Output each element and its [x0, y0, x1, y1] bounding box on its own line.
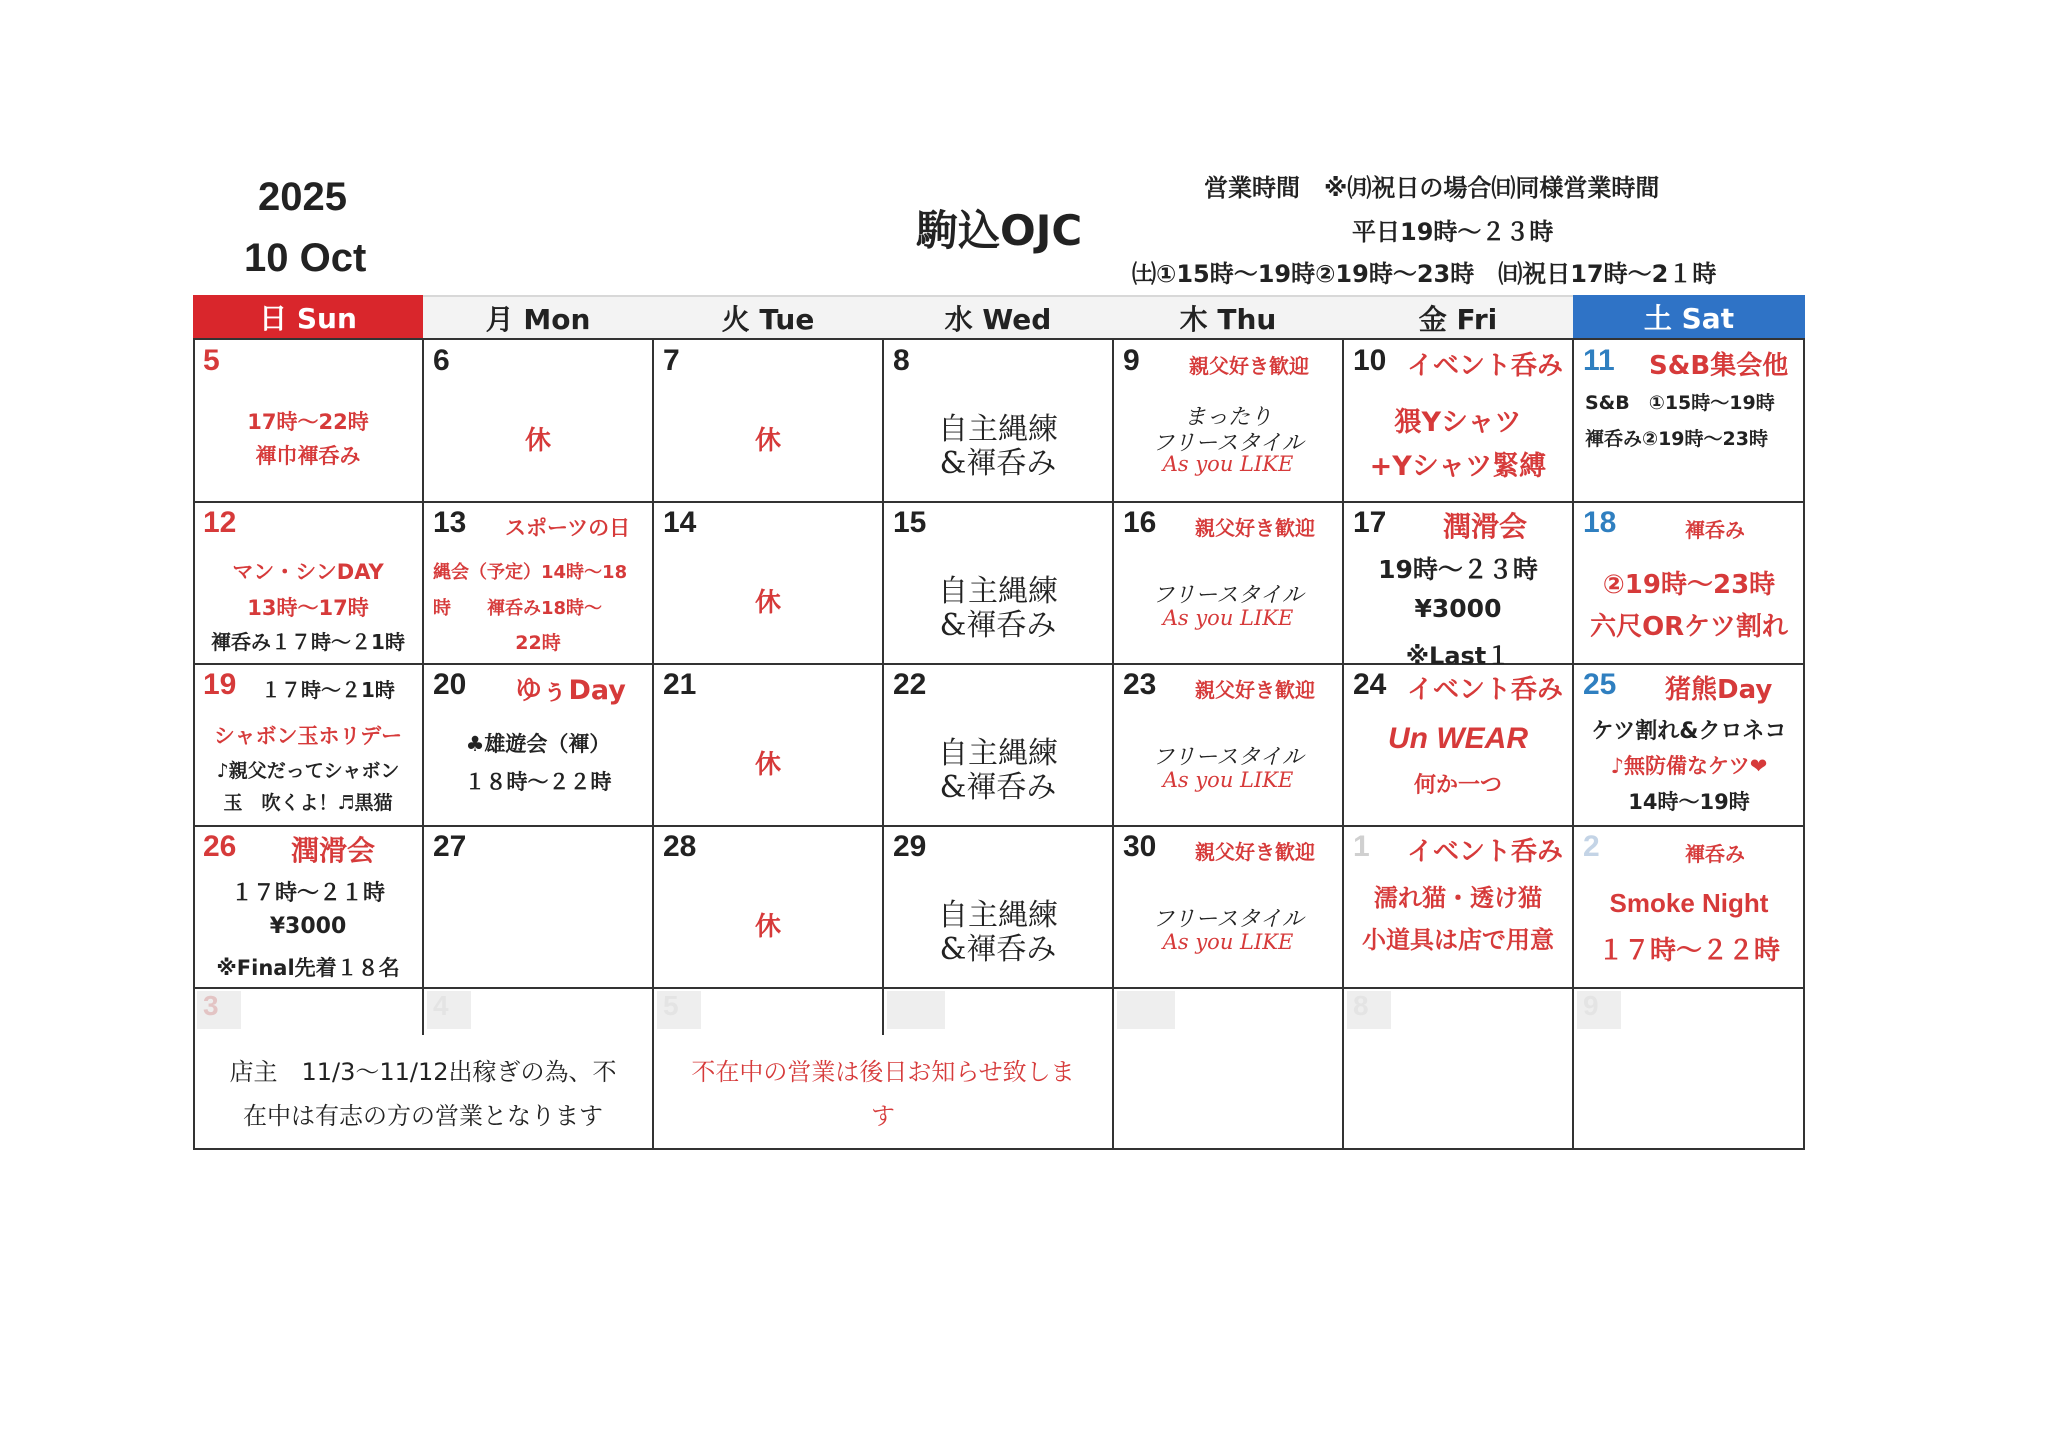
- event-tag: ゆぅDay: [515, 675, 626, 706]
- event-time-end: 22時: [515, 632, 561, 654]
- day-cell-15[interactable]: [883, 502, 1113, 664]
- day-cell-14[interactable]: [653, 502, 883, 664]
- day-number: 8: [1353, 990, 1369, 1021]
- event-title: Smoke Night: [1609, 888, 1769, 918]
- day-number: 5: [203, 344, 220, 377]
- event-tag: イベント呑み: [1407, 675, 1564, 705]
- event-title: 濡れ猫・透け猫: [1374, 884, 1542, 912]
- event-tag: イベント呑み: [1407, 351, 1564, 381]
- event-time: S&B ①15時～19時: [1585, 392, 1775, 414]
- day-number: 25: [1583, 668, 1617, 701]
- event-subtitle: &褌呑み: [939, 932, 1057, 967]
- weekday-hours: 平日19時～２３時: [1352, 218, 1554, 246]
- day-number: 15: [893, 506, 927, 539]
- event-tag: 潤滑会: [291, 834, 376, 867]
- event-time: 17時～22時: [247, 410, 369, 434]
- month-label: 10 Oct: [244, 236, 367, 280]
- event-title: ケツ割れ&クロネコ: [1591, 719, 1787, 744]
- day-cell-13[interactable]: [423, 502, 653, 664]
- day-cell-25[interactable]: [1573, 664, 1805, 826]
- event-note: 小道具は店で用意: [1362, 926, 1554, 954]
- day-number: 26: [203, 830, 237, 863]
- event-title: 自主縄練: [938, 412, 1058, 447]
- day-number: 13: [433, 506, 467, 539]
- event-time: 時 褌呑み18時～: [433, 598, 603, 619]
- day-cell-8[interactable]: [883, 340, 1113, 502]
- event-title: フリースタイル: [1152, 907, 1304, 932]
- day-number: 11: [1583, 344, 1615, 377]
- event-tag: 親父好き歓迎: [1195, 840, 1315, 864]
- event-subtitle: &褌呑み: [939, 608, 1057, 643]
- event-title: フリースタイル: [1152, 583, 1304, 608]
- event-title: 縄会（予定）14時～18: [433, 562, 628, 583]
- event-subtitle: ♪無防備なケツ❤: [1610, 754, 1768, 778]
- day-number: 5: [663, 990, 679, 1021]
- day-cell-26[interactable]: [193, 826, 423, 988]
- day-cell-27[interactable]: [423, 826, 653, 988]
- event-tag: 親父好き歓迎: [1195, 678, 1315, 702]
- note-line-1: 店主 11/3～11/12出稼ぎの為、不: [229, 1058, 617, 1086]
- weekday-header-wed: 水 Wed: [883, 295, 1113, 340]
- day-cell-10[interactable]: [1343, 340, 1573, 502]
- event-tag: S&B集会他: [1649, 351, 1789, 381]
- day-number: 28: [663, 830, 697, 863]
- day-number: 6: [433, 344, 450, 377]
- calendar-grid: [193, 295, 1805, 1150]
- event-subtitle: &褌呑み: [939, 770, 1057, 805]
- event-subtitle: &褌呑み: [939, 446, 1057, 481]
- event-tag: スポーツの日: [505, 516, 631, 540]
- event-title: 自主縄練: [938, 736, 1058, 771]
- day-cell-30[interactable]: [1113, 826, 1343, 988]
- event-time: １７時～２１時: [230, 881, 385, 906]
- event-note: 褌呑み１７時～２1時: [211, 630, 405, 654]
- event-title: フリースタイル: [1152, 745, 1304, 770]
- event-time: 14時～19時: [1628, 790, 1750, 814]
- day-number: 22: [893, 668, 927, 701]
- event-subtitle: フリースタイル: [1152, 431, 1304, 456]
- day-cell-nov-8[interactable]: [1343, 988, 1573, 1038]
- day-number: 20: [433, 668, 467, 701]
- weekday-header-sat: 土 Sat: [1573, 295, 1805, 340]
- event-note: ※Final先着１８名: [216, 956, 400, 980]
- weekday-header-tue: 火 Tue: [653, 295, 883, 340]
- closed-label: 休: [754, 750, 781, 780]
- weekend-hours: ㈯①15時～19時②19時～23時 ㈰祝日17時～2１時: [1132, 260, 1717, 288]
- day-cell-nov-5[interactable]: [653, 988, 883, 1038]
- day-cell-16[interactable]: [1113, 502, 1343, 664]
- event-tag: 潤滑会: [1443, 510, 1528, 543]
- event-note: As you LIKE: [1162, 606, 1294, 630]
- day-number: 27: [433, 830, 467, 863]
- day-cell-6[interactable]: [423, 340, 653, 502]
- day-number: 17: [1353, 506, 1387, 539]
- year-label: 2025: [258, 175, 347, 219]
- event-subtitle: +Yシャツ緊縛: [1369, 451, 1547, 482]
- day-cell-11[interactable]: [1573, 340, 1805, 502]
- event-title: 猥Yシャツ: [1394, 407, 1522, 438]
- closed-label: 休: [754, 912, 781, 942]
- event-note: As you LIKE: [1162, 768, 1294, 792]
- shop-title: 駒込OJC: [916, 206, 1083, 255]
- day-cell-nov-3[interactable]: [193, 988, 423, 1038]
- day-number: 16: [1123, 506, 1157, 539]
- day-number: 1: [1353, 830, 1370, 863]
- weekday-header-sun: 日 Sun: [193, 295, 423, 340]
- closed-label: 休: [524, 426, 551, 456]
- day-cell-12[interactable]: [193, 502, 423, 664]
- business-hours-note: 営業時間 ※㈪祝日の場合㈰同様営業時間: [1204, 174, 1660, 202]
- closed-label: 休: [754, 588, 781, 618]
- day-number: 9: [1123, 344, 1140, 377]
- day-cell-nov-2[interactable]: [1573, 826, 1805, 988]
- event-tag: 猪熊Day: [1665, 675, 1773, 705]
- event-tag: イベント呑み: [1407, 837, 1564, 867]
- day-number: 19: [203, 668, 237, 701]
- day-number: 24: [1353, 668, 1387, 701]
- day-number: 21: [663, 668, 697, 701]
- day-cell-19[interactable]: [193, 664, 423, 826]
- day-number: 2: [1583, 830, 1600, 863]
- event-subtitle: ♪親父だってシャボン: [216, 760, 400, 782]
- day-number: 23: [1123, 668, 1157, 701]
- day-cell-nov-1[interactable]: [1343, 826, 1573, 988]
- event-note: As you LIKE: [1162, 452, 1294, 476]
- event-tag: 褌呑み: [1685, 842, 1745, 866]
- weekday-header-fri: 金 Fri: [1343, 295, 1573, 340]
- day-cell-5[interactable]: [193, 340, 423, 502]
- day-cell-17[interactable]: [1343, 502, 1573, 664]
- event-title: 六尺ORケツ割れ: [1590, 612, 1788, 642]
- event-title: シャボン玉ホリデー: [213, 724, 403, 748]
- day-cell-9[interactable]: [1113, 340, 1343, 502]
- absence-business-note: [653, 1040, 1113, 1148]
- event-time: １７時～２２時: [1597, 936, 1780, 966]
- closed-label: 休: [754, 426, 781, 456]
- day-number: 18: [1583, 506, 1617, 539]
- day-number: 10: [1353, 344, 1387, 377]
- weekday-header-thu: 木 Thu: [1113, 295, 1343, 340]
- day-number: 29: [893, 830, 927, 863]
- event-time: １７時～２1時: [261, 678, 395, 702]
- event-title: Un WEAR: [1388, 722, 1528, 755]
- event-time: ②19時～23時: [1602, 570, 1776, 600]
- day-number: 8: [893, 344, 910, 377]
- day-number: 3: [203, 990, 219, 1021]
- note-line-2: 在中は有志の方の営業となります: [243, 1102, 603, 1130]
- note-line-2: す: [871, 1102, 895, 1130]
- event-title: 自主縄練: [938, 574, 1058, 609]
- day-number: 4: [433, 990, 449, 1021]
- day-cell-7[interactable]: [653, 340, 883, 502]
- event-tag: 親父好き歓迎: [1189, 354, 1309, 378]
- event-time-2: 褌呑み②19時～23時: [1585, 428, 1768, 450]
- event-note: As you LIKE: [1162, 930, 1294, 954]
- weekday-header-mon: 月 Mon: [423, 295, 653, 340]
- event-note: 玉 吹くよ！♬黒猫: [223, 792, 393, 814]
- event-title: まったり: [1183, 405, 1272, 430]
- day-cell-nov-4[interactable]: [423, 988, 653, 1038]
- event-title: マン・シンDAY: [232, 560, 384, 584]
- event-title: ♣雄遊会（褌）: [465, 732, 611, 756]
- day-number: 9: [1583, 990, 1599, 1021]
- day-cell-20[interactable]: [423, 664, 653, 826]
- event-subtitle: 何か一つ: [1413, 773, 1502, 798]
- event-tag: 親父好き歓迎: [1195, 516, 1315, 540]
- note-line-1: 不在中の営業は後日お知らせ致しま: [691, 1058, 1075, 1086]
- event-time: 13時～17時: [247, 596, 369, 620]
- day-cell-23[interactable]: [1113, 664, 1343, 826]
- day-number: 7: [663, 344, 680, 377]
- day-number: 12: [203, 506, 237, 539]
- event-title: 自主縄練: [938, 898, 1058, 933]
- day-number: 30: [1123, 830, 1157, 863]
- event-time: １８時～２２時: [464, 770, 612, 794]
- owner-absence-note: [193, 1040, 653, 1148]
- day-number: 14: [663, 506, 697, 539]
- event-price: ¥3000: [1414, 594, 1502, 623]
- event-tag: 褌呑み: [1685, 518, 1745, 542]
- day-cell-22[interactable]: [883, 664, 1113, 826]
- day-cell-18[interactable]: [1573, 502, 1805, 664]
- event-title: 褌巾褌呑み: [255, 444, 361, 468]
- day-cell-28[interactable]: [653, 826, 883, 988]
- day-cell-nov-9[interactable]: [1573, 988, 1805, 1038]
- day-cell-21[interactable]: [653, 664, 883, 826]
- day-cell-29[interactable]: [883, 826, 1113, 988]
- day-cell-24[interactable]: [1343, 664, 1573, 826]
- event-time: 19時～２３時: [1378, 555, 1538, 584]
- event-note: ※Last１: [1405, 642, 1511, 664]
- event-price: ¥3000: [269, 914, 347, 939]
